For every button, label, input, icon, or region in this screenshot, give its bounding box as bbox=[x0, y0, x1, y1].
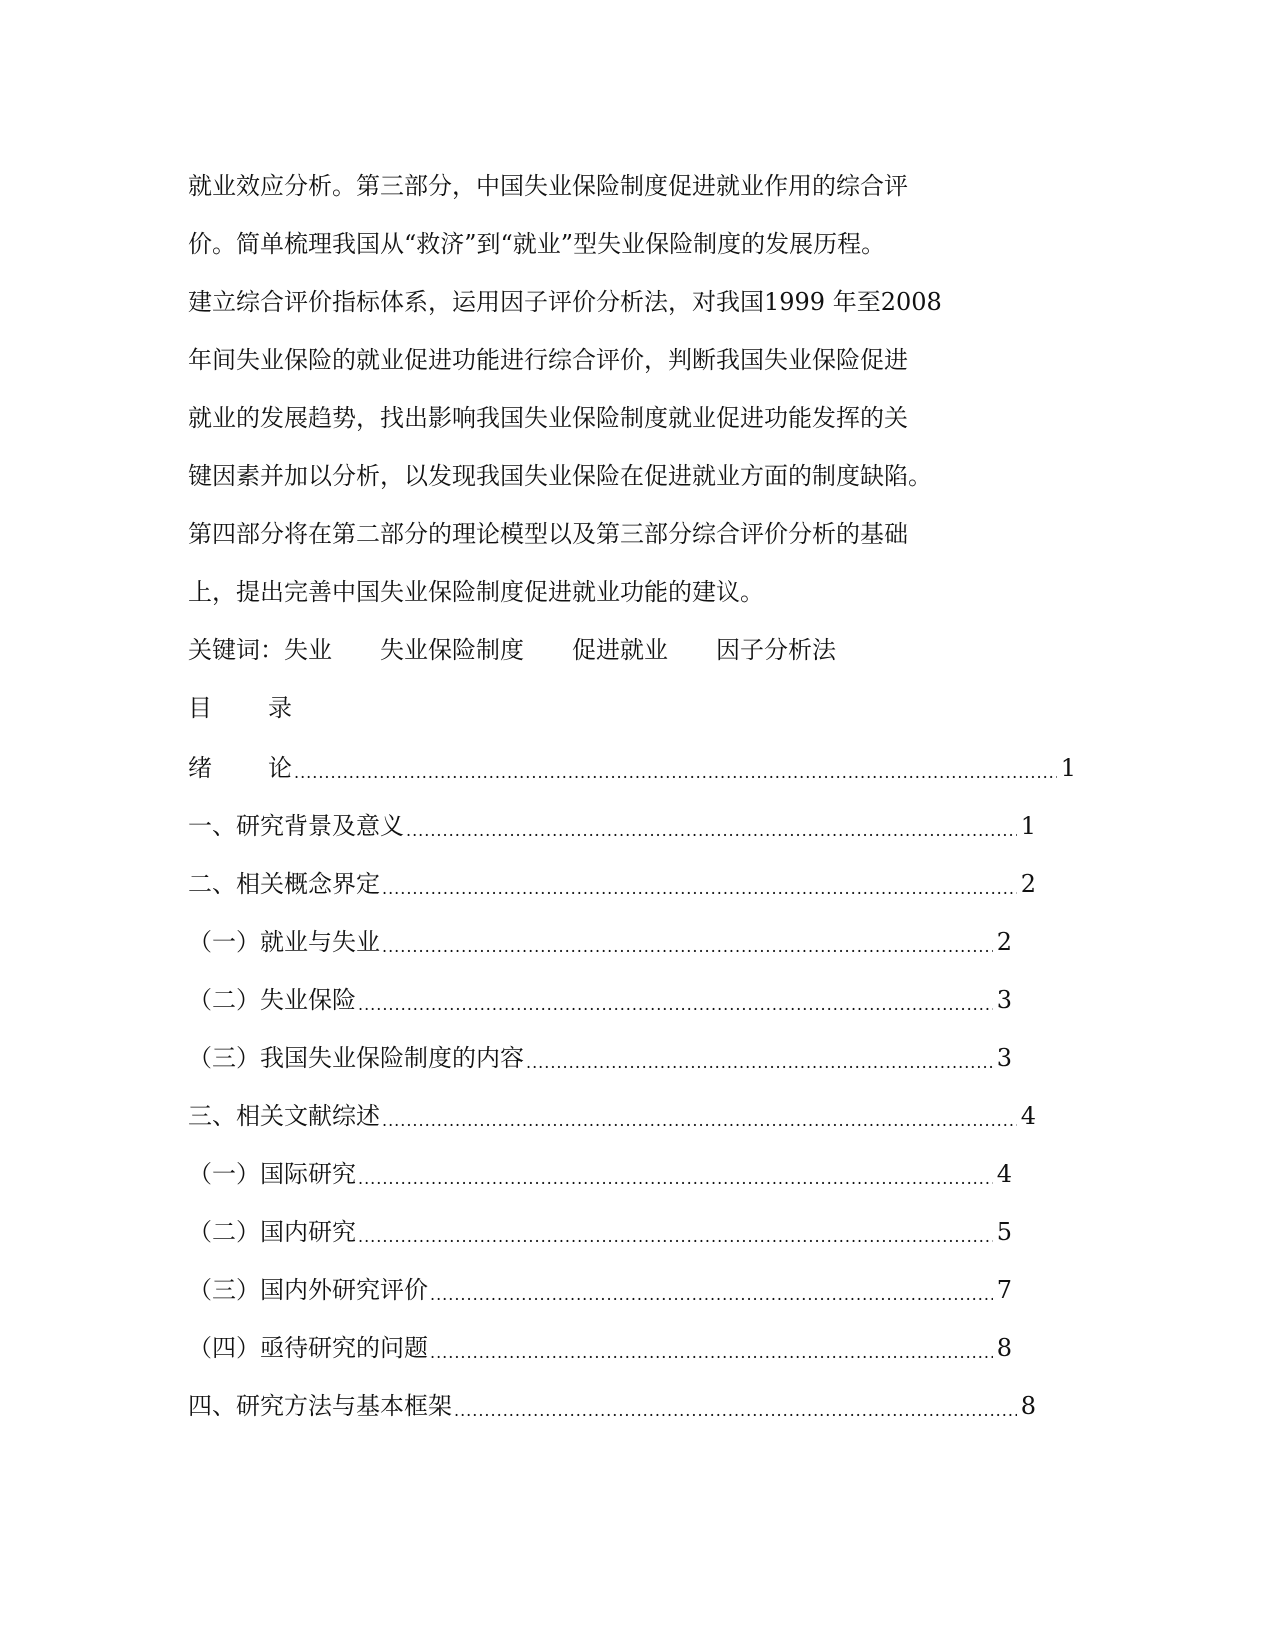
toc-page-number: 4 bbox=[996, 1160, 1012, 1188]
toc-entry-label: （一）国际研究 bbox=[188, 1160, 356, 1188]
toc-leader-dots bbox=[406, 812, 1017, 847]
toc-page-number: 2 bbox=[1020, 870, 1036, 898]
toc-entry[interactable] bbox=[188, 1332, 1012, 1364]
toc-page-number: 5 bbox=[996, 1218, 1012, 1246]
toc-entry-label: （三）我国失业保险制度的内容 bbox=[188, 1044, 524, 1072]
body-line: 第四部分将在第二部分的理论模型以及第三部分综合评价分析的基础 bbox=[188, 520, 908, 548]
toc-leader-dots bbox=[294, 754, 1057, 789]
body-line: 建立综合评价指标体系，运用因子评价分析法，对我国1999 年至2008 bbox=[188, 288, 942, 316]
keyword-term: 失业保险制度 bbox=[380, 636, 524, 664]
body-line: 上，提出完善中国失业保险制度促进就业功能的建议。 bbox=[188, 578, 764, 606]
toc-entry-label: 四、研究方法与基本框架 bbox=[188, 1392, 452, 1420]
toc-leader-dots bbox=[382, 870, 1017, 905]
toc-page-number: 7 bbox=[996, 1276, 1012, 1304]
body-line: 键因素并加以分析，以发现我国失业保险在促进就业方面的制度缺陷。 bbox=[188, 462, 932, 490]
body-line: 就业效应分析。第三部分，中国失业保险制度促进就业作用的综合评 bbox=[188, 172, 908, 200]
toc-entry-label: （一）就业与失业 bbox=[188, 928, 380, 956]
toc-entry[interactable] bbox=[188, 1216, 1012, 1248]
toc-page-number: 3 bbox=[996, 986, 1012, 1014]
toc-page-number: 8 bbox=[996, 1334, 1012, 1362]
toc-entry[interactable] bbox=[188, 1100, 1036, 1132]
keyword-term: 失业 bbox=[284, 636, 332, 664]
toc-entry[interactable] bbox=[188, 1042, 1012, 1074]
toc-entry-label: 二、相关概念界定 bbox=[188, 870, 380, 898]
toc-entry-label: （二）失业保险 bbox=[188, 986, 356, 1014]
toc-leader-dots bbox=[382, 928, 993, 963]
toc-page-number: 4 bbox=[1020, 1102, 1036, 1130]
toc-entry-label: （二）国内研究 bbox=[188, 1218, 356, 1246]
toc-entry-label: （四）亟待研究的问题 bbox=[188, 1334, 428, 1362]
toc-entry[interactable] bbox=[188, 810, 1036, 842]
toc-leader-dots bbox=[526, 1044, 993, 1079]
body-line: 价。简单梳理我国从“救济”到“就业”型失业保险制度的发展历程。 bbox=[188, 230, 886, 258]
toc-entry[interactable] bbox=[188, 1390, 1036, 1422]
toc-leader-dots bbox=[430, 1276, 993, 1311]
toc-entry[interactable] bbox=[188, 926, 1012, 958]
keywords-line bbox=[188, 634, 836, 666]
toc-leader-dots bbox=[430, 1334, 993, 1369]
toc-entry[interactable] bbox=[188, 1158, 1012, 1190]
toc-page-number: 1 bbox=[1060, 754, 1076, 782]
toc-leader-dots bbox=[454, 1392, 1017, 1427]
toc-entry-label: 一、研究背景及意义 bbox=[188, 812, 404, 840]
keyword-term: 因子分析法 bbox=[716, 636, 836, 664]
body-line: 就业的发展趋势，找出影响我国失业保险制度就业促进功能发挥的关 bbox=[188, 404, 908, 432]
toc-entry-label: （三）国内外研究评价 bbox=[188, 1276, 428, 1304]
toc-title bbox=[188, 692, 292, 724]
body-line: 年间失业保险的就业促进功能进行综合评价，判断我国失业保险促进 bbox=[188, 346, 908, 374]
keyword-term: 促进就业 bbox=[572, 636, 668, 664]
toc-entry-label: 绪 论 bbox=[188, 754, 292, 782]
toc-entry-intro[interactable] bbox=[188, 752, 1076, 784]
toc-entry[interactable] bbox=[188, 868, 1036, 900]
toc-entry[interactable] bbox=[188, 984, 1012, 1016]
toc-page-number: 3 bbox=[996, 1044, 1012, 1072]
toc-title-char: 录 bbox=[268, 694, 292, 722]
keywords-label: 关键词： bbox=[188, 636, 284, 664]
toc-leader-dots bbox=[358, 1218, 993, 1253]
toc-page-number: 1 bbox=[1020, 812, 1036, 840]
toc-entry[interactable] bbox=[188, 1274, 1012, 1306]
toc-page-number: 2 bbox=[996, 928, 1012, 956]
toc-leader-dots bbox=[358, 986, 993, 1021]
toc-leader-dots bbox=[382, 1102, 1017, 1137]
toc-leader-dots bbox=[358, 1160, 993, 1195]
toc-page-number: 8 bbox=[1020, 1392, 1036, 1420]
toc-title-char: 目 bbox=[188, 694, 212, 722]
toc-entry-label: 三、相关文献综述 bbox=[188, 1102, 380, 1130]
